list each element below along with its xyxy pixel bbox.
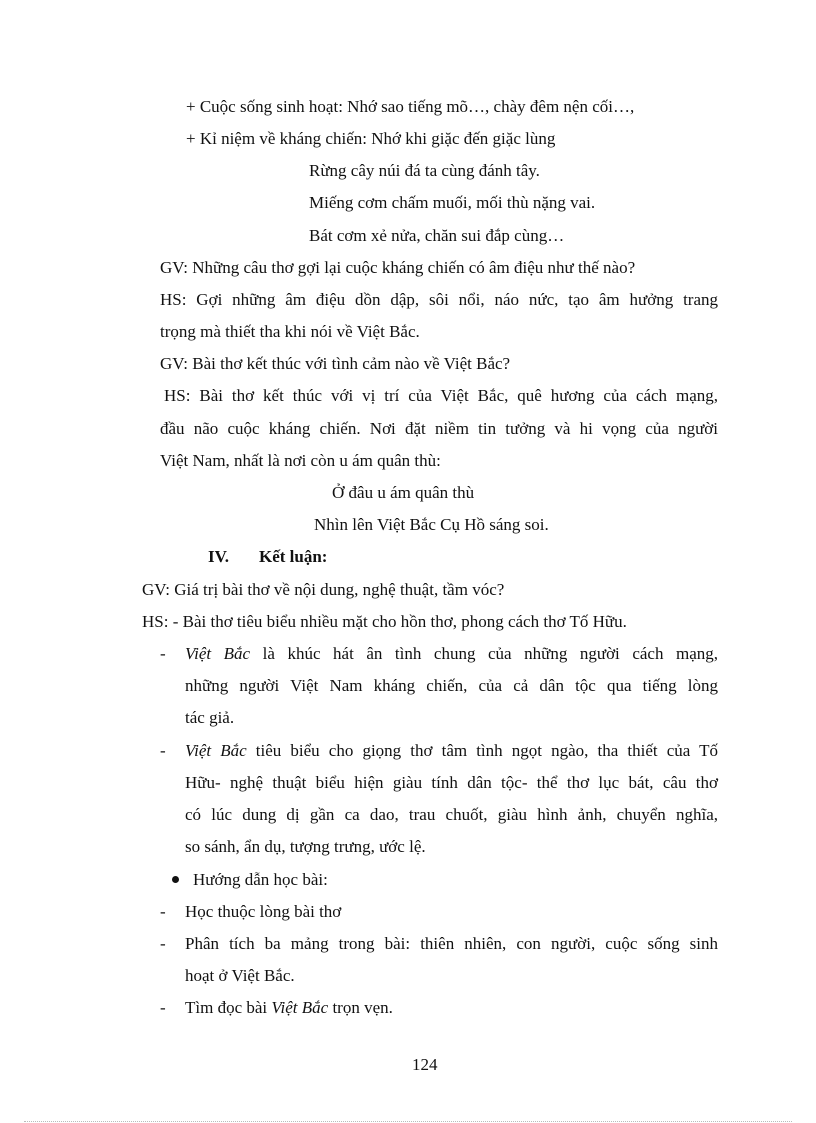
section-number: IV.: [208, 547, 229, 566]
work-title: Việt Bắc: [185, 741, 247, 760]
poem-verse: Rừng cây núi đá ta cùng đánh tây.: [309, 161, 540, 180]
poem-verse: Nhìn lên Việt Bắc Cụ Hồ sáng soi.: [314, 515, 549, 534]
resistance-memory-line: + Kỉ niệm về kháng chiến: Nhớ khi giặc đến giặc lùng: [186, 129, 556, 148]
list-item: [185, 643, 718, 665]
list-item: [185, 740, 718, 762]
teacher-question: GV: Giá trị bài thơ về nội dung, nghệ thuật, tầm vóc?: [142, 580, 505, 599]
list-dash: -: [160, 934, 166, 953]
guide-item-text: Tìm đọc bài: [185, 998, 268, 1017]
student-answer: trọng mà thiết tha khi nói về Việt Bắc.: [160, 322, 420, 341]
poem-verse: Miếng cơm chấm muối, mối thù nặng vai.: [309, 193, 596, 212]
student-answer: HS: Bài thơ kết thúc với vị trí của Việt Bắc, quê hương của cách mạng,: [164, 386, 718, 405]
list-dash: -: [160, 741, 166, 760]
bullet-icon: [172, 876, 179, 883]
guide-item-text: trọn vẹn.: [332, 998, 393, 1017]
page-bottom-divider: [24, 1121, 792, 1122]
poem-verse: Ở đâu u ám quân thù: [332, 483, 475, 502]
list-item-text: là khúc hát ân tình chung của những người cách mạng,: [262, 644, 719, 663]
list-dash: -: [160, 902, 166, 921]
teacher-question: GV: Bài thơ kết thúc với tình cảm nào về Việt Bắc?: [160, 354, 511, 373]
guide-item: [185, 997, 393, 1019]
list-dash: -: [160, 644, 166, 663]
section-title: Kết luận:: [259, 547, 328, 566]
student-answer: HS: Gợi những âm điệu dồn dập, sôi nổi, náo nức, tạo âm hưởng trang: [160, 290, 718, 309]
work-title: Việt Bắc: [185, 644, 251, 663]
list-item-continued: Hữu- nghệ thuật biểu hiện giàu tính dân tộc- thể thơ lục bát, câu thơ: [185, 773, 718, 792]
page-number: 124: [412, 1055, 438, 1074]
poem-verse: Bát cơm xẻ nửa, chăn sui đắp cùng…: [309, 226, 565, 245]
guide-title: Hướng dẫn học bài:: [193, 870, 328, 889]
list-dash: -: [160, 998, 166, 1017]
guide-item-continued: hoạt ở Việt Bắc.: [185, 966, 295, 985]
student-answer: đầu não cuộc kháng chiến. Nơi đặt niềm tin tưởng và hi vọng của người: [160, 419, 718, 438]
guide-item: Học thuộc lòng bài thơ: [185, 902, 342, 921]
list-item-continued: có lúc dung dị gần ca dao, trau chuốt, giàu hình ảnh, chuyển nghĩa,: [185, 805, 718, 824]
list-item-text: tiêu biểu cho giọng thơ tâm tình ngọt ngào, tha thiết của Tố: [255, 741, 719, 760]
teacher-question: GV: Những câu thơ gợi lại cuộc kháng chiến có âm điệu như thế nào?: [160, 258, 636, 277]
list-item-continued: tác giả.: [185, 708, 235, 727]
list-item-continued: so sánh, ẩn dụ, tượng trưng, ước lệ.: [185, 837, 426, 856]
list-item-continued: những người Việt Nam kháng chiến, của cả dân tộc qua tiếng lòng: [185, 676, 718, 695]
work-title: Việt Bắc: [271, 998, 329, 1017]
student-answer: Việt Nam, nhất là nơi còn u ám quân thù:: [160, 451, 441, 470]
student-answer: HS: - Bài thơ tiêu biểu nhiều mặt cho hồn thơ, phong cách thơ Tố Hữu.: [142, 612, 627, 631]
life-activities-line: + Cuộc sống sinh hoạt: Nhớ sao tiếng mõ…, chày đêm nện cối…,: [186, 97, 635, 116]
guide-item: Phân tích ba mảng trong bài: thiên nhiên, con người, cuộc sống sinh: [185, 934, 718, 953]
